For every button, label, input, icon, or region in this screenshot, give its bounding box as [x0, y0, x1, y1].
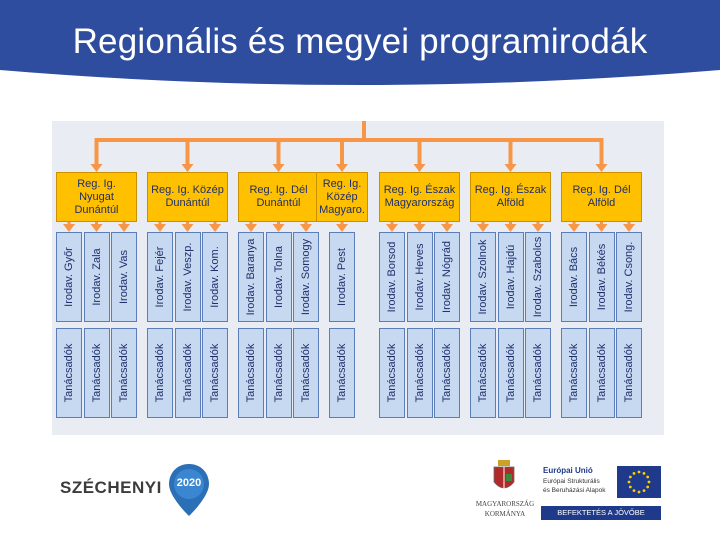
county-office-label: Irodav. Győr [63, 247, 75, 307]
arrow-head [118, 224, 130, 232]
region-box: Reg. Ig. Közép Dunántúl [147, 172, 228, 222]
arrow-head [182, 224, 194, 232]
arrow-head [596, 164, 608, 172]
county-office [616, 232, 642, 322]
county-office [407, 232, 433, 322]
county-office-label: Irodav. Hajdú [504, 244, 517, 310]
arrow-head [63, 224, 75, 232]
county-office [329, 232, 355, 322]
county-office-label: Irodav. Csong. [623, 241, 635, 313]
region-box: Reg. Ig. Közép Magyaro. [316, 172, 368, 222]
advisor-label: Tanácsadók [568, 343, 580, 403]
advisor-label: Tanácsadók [300, 343, 312, 403]
slide-title: Regionális és megyei programirodák [72, 22, 648, 61]
arrow-head [532, 224, 544, 232]
advisor-column [238, 328, 264, 418]
arrow-head [623, 224, 635, 232]
eu-star-icon [638, 491, 641, 494]
advisor-label: Tanácsadók [386, 343, 398, 403]
eu-text-block [541, 464, 607, 500]
arrow-head [182, 164, 194, 172]
county-office [175, 232, 201, 322]
advisor-column [434, 328, 460, 418]
advisor-column [175, 328, 201, 418]
eu-star-icon [643, 489, 646, 492]
arrow-head [336, 224, 348, 232]
eu-banner: BEFEKTETÉS A JÖVŐBE [541, 506, 661, 520]
county-office-label: Irodav. Kom. [209, 246, 221, 308]
county-office [470, 232, 496, 322]
eu-star-icon [628, 481, 631, 484]
county-office [293, 232, 319, 322]
county-office-label: Irodav. Veszp. [181, 242, 194, 312]
advisor-label: Tanácsadók [413, 343, 426, 403]
arrow-head [386, 224, 398, 232]
county-office [525, 232, 551, 322]
eu-star-icon [646, 476, 649, 479]
county-office [589, 232, 615, 322]
advisor-column [329, 328, 355, 418]
advisor-label: Tanácsadók [63, 343, 75, 403]
county-office [84, 232, 110, 322]
eu-title: Európai Unió [543, 466, 593, 475]
eu-line-2: és Beruházási Alapok [543, 487, 606, 494]
szechenyi-logo [60, 462, 220, 522]
advisor-column [470, 328, 496, 418]
advisor-column [407, 328, 433, 418]
eu-star-icon [646, 486, 649, 489]
advisor-label: Tanácsadók [209, 343, 221, 403]
county-office [561, 232, 587, 322]
advisor-label: Tanácsadók [154, 343, 166, 403]
arrow-head [91, 224, 103, 232]
county-office [202, 232, 228, 322]
county-office [238, 232, 264, 322]
county-office-label: Irodav. Borsod [386, 241, 398, 313]
county-office-label: Irodav. Zala [90, 248, 103, 306]
arrow-head [505, 224, 517, 232]
advisor-column [56, 328, 82, 418]
region-box: Reg. Ig. Észak Alföld [470, 172, 551, 222]
county-office-label: Irodav. Szabolcs [532, 236, 544, 318]
advisor-label: Tanácsadók [272, 343, 285, 403]
advisor-column [84, 328, 110, 418]
coat-of-arms-icon [492, 460, 516, 496]
advisor-column [561, 328, 587, 418]
eu-star-icon [638, 471, 641, 474]
eu-star-icon [633, 489, 636, 492]
arrow-head [91, 164, 103, 172]
county-office [111, 232, 137, 322]
advisor-label: Tanácsadók [118, 343, 130, 403]
advisor-column [498, 328, 524, 418]
county-office [434, 232, 460, 322]
eu-star-icon [643, 472, 646, 475]
advisor-label: Tanácsadók [532, 343, 544, 403]
county-office-label: Irodav. Somogy [300, 238, 312, 316]
county-office-label: Irodav. Baranya [245, 238, 257, 316]
eu-line-1: Európai Strukturális [543, 478, 600, 485]
arrow-head [245, 224, 257, 232]
county-office-label: Irodav. Vas [118, 249, 130, 305]
county-office-label: Irodav. Fejér [154, 246, 166, 308]
region-box: Reg. Ig. Dél Alföld [561, 172, 642, 222]
advisor-label: Tanácsadók [181, 343, 194, 403]
arrow-head [273, 164, 285, 172]
county-office-label: Irodav. Pest [336, 248, 348, 306]
region-box: Reg. Ig. Észak Magyarország [379, 172, 460, 222]
county-office-label: Irodav. Szolnok [477, 239, 489, 315]
arrow-head [273, 224, 285, 232]
county-office [379, 232, 405, 322]
county-office-label: Irodav. Tolna [272, 246, 285, 308]
eu-star-icon [648, 481, 651, 484]
advisor-column [293, 328, 319, 418]
arrow-head [596, 224, 608, 232]
advisor-label: Tanácsadók [245, 343, 257, 403]
arrow-head [336, 164, 348, 172]
eu-star-icon [629, 476, 632, 479]
eu-star-icon [629, 486, 632, 489]
arrow-head [209, 224, 221, 232]
county-office [498, 232, 524, 322]
szechenyi-year: 2020 [176, 477, 202, 489]
advisor-column [111, 328, 137, 418]
arrow-head [441, 224, 453, 232]
hungary-text-1: MAGYARORSZÁG [475, 500, 535, 508]
county-office-label: Irodav. Nógrád [441, 241, 453, 313]
advisor-label: Tanácsadók [623, 343, 635, 403]
eu-flag-icon [617, 466, 661, 498]
advisor-column [525, 328, 551, 418]
county-office-label: Irodav. Békés [595, 243, 608, 311]
szechenyi-text: SZÉCHENYI [60, 478, 162, 497]
advisor-label: Tanácsadók [595, 343, 608, 403]
county-office-label: Irodav. Heves [413, 243, 426, 311]
advisor-label: Tanácsadók [504, 343, 517, 403]
eu-star-icon [633, 472, 636, 475]
hungary-government-logo [470, 460, 540, 524]
county-office [147, 232, 173, 322]
arrow-head [477, 224, 489, 232]
hungary-text-2: KORMÁNYA [484, 510, 526, 518]
region-box: Reg. Ig. Nyugat Dunántúl [56, 172, 137, 222]
arrow-head [300, 224, 312, 232]
advisor-column [616, 328, 642, 418]
szechenyi-pin-icon [166, 462, 212, 518]
advisor-label: Tanácsadók [336, 343, 348, 403]
eu-funds-logo [541, 464, 661, 522]
advisor-column [589, 328, 615, 418]
advisor-label: Tanácsadók [477, 343, 489, 403]
arrow-head [414, 164, 426, 172]
arrow-head [154, 224, 166, 232]
advisor-label: Tanácsadók [90, 343, 103, 403]
arrow-head [414, 224, 426, 232]
advisor-column [202, 328, 228, 418]
county-office-label: Irodav. Bács [568, 246, 580, 308]
region-box: Reg. Ig. Dél Dunántúl [238, 172, 319, 222]
advisor-label: Tanácsadók [441, 343, 453, 403]
county-office [56, 232, 82, 322]
advisor-column [147, 328, 173, 418]
county-office [266, 232, 292, 322]
arrow-head [568, 224, 580, 232]
arrow-head [505, 164, 517, 172]
advisor-column [266, 328, 292, 418]
advisor-column [379, 328, 405, 418]
